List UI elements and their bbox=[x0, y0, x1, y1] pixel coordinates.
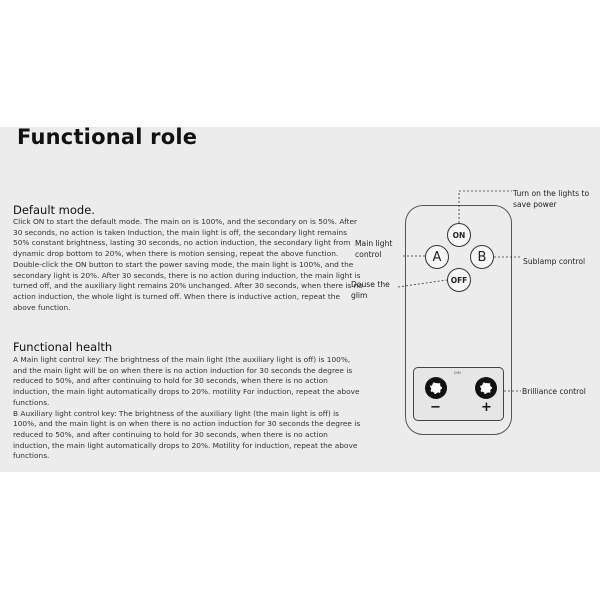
plus-dial-center-icon bbox=[480, 382, 492, 394]
brilliance-control-box bbox=[413, 367, 504, 421]
default-mode-text bbox=[13, 217, 363, 313]
default-mode-paragraph-1: Click ON to start the default mode. The main on is 100%, and the secondary on is 50%. After 30 seconds, no action is taken Induction, the main light is off, the secondary light remains 50% constant brightness, lasting 30 seconds, no action induction, the secondary light from dynamic drop bottom to 20%, when there is motion sensing, repeat the above function. bbox=[13, 217, 358, 259]
functional-health-heading: Functional health bbox=[13, 340, 113, 354]
minus-sign: − bbox=[430, 400, 441, 415]
callout-main-light: Main light control bbox=[355, 239, 393, 259]
page-title: Functional role bbox=[17, 125, 198, 149]
minus-dial-center-icon bbox=[430, 382, 442, 394]
plus-dial[interactable] bbox=[475, 377, 497, 399]
off-button[interactable]: OFF bbox=[447, 268, 471, 292]
minus-dial[interactable] bbox=[425, 377, 447, 399]
default-mode-paragraph-2: Double-click the ON button to start the power saving mode, the main light is 100%, and the secondary light is 20%. After 30 seconds, there is no action during induction, the main light is turned off, and the auxiliary light remains 20% unchanged. After 30 seconds, when there is no action induction, the whole light is turned off. When there is inductive action, repeat the above function. bbox=[13, 259, 363, 312]
functional-health-paragraph-1: A Main light control key: The brightness of the main light (the auxiliary light is off) is 100%, and the main light will be on when there is no action induction for 30 seconds the degree is reduced to 50%, and after continuing to hold for 30 seconds, when there is no action induction, the main light automatically drops to 20%. motility For induction, repeat the above functions. bbox=[13, 355, 360, 407]
default-mode-heading: Default mode. bbox=[13, 203, 95, 217]
callout-sublamp: Sublamp control bbox=[523, 257, 586, 266]
dial-caption: DIM bbox=[454, 371, 461, 375]
callout-douse: Douse the glim bbox=[351, 280, 390, 300]
functional-health-text bbox=[13, 355, 363, 462]
callout-brilliance: Brilliance control bbox=[522, 387, 586, 396]
b-button[interactable]: B bbox=[470, 245, 494, 269]
functional-health-paragraph-2: B Auxiliary light control key: The brightness of the auxiliary light (the main light is off) is 100%, and the main light is on when there is no action induction for 30 seconds the degree is reduced to 50%, and after continuing to hold for 30 seconds, when there is no action induction, the main light automatically drops to 20%. Motility for induction, repeat the above functions. bbox=[13, 408, 361, 461]
plus-sign: + bbox=[481, 400, 492, 415]
on-button[interactable]: ON bbox=[447, 223, 471, 247]
a-button[interactable]: A bbox=[425, 245, 449, 269]
callout-turn-on: Turn on the lights to save power bbox=[513, 189, 590, 209]
